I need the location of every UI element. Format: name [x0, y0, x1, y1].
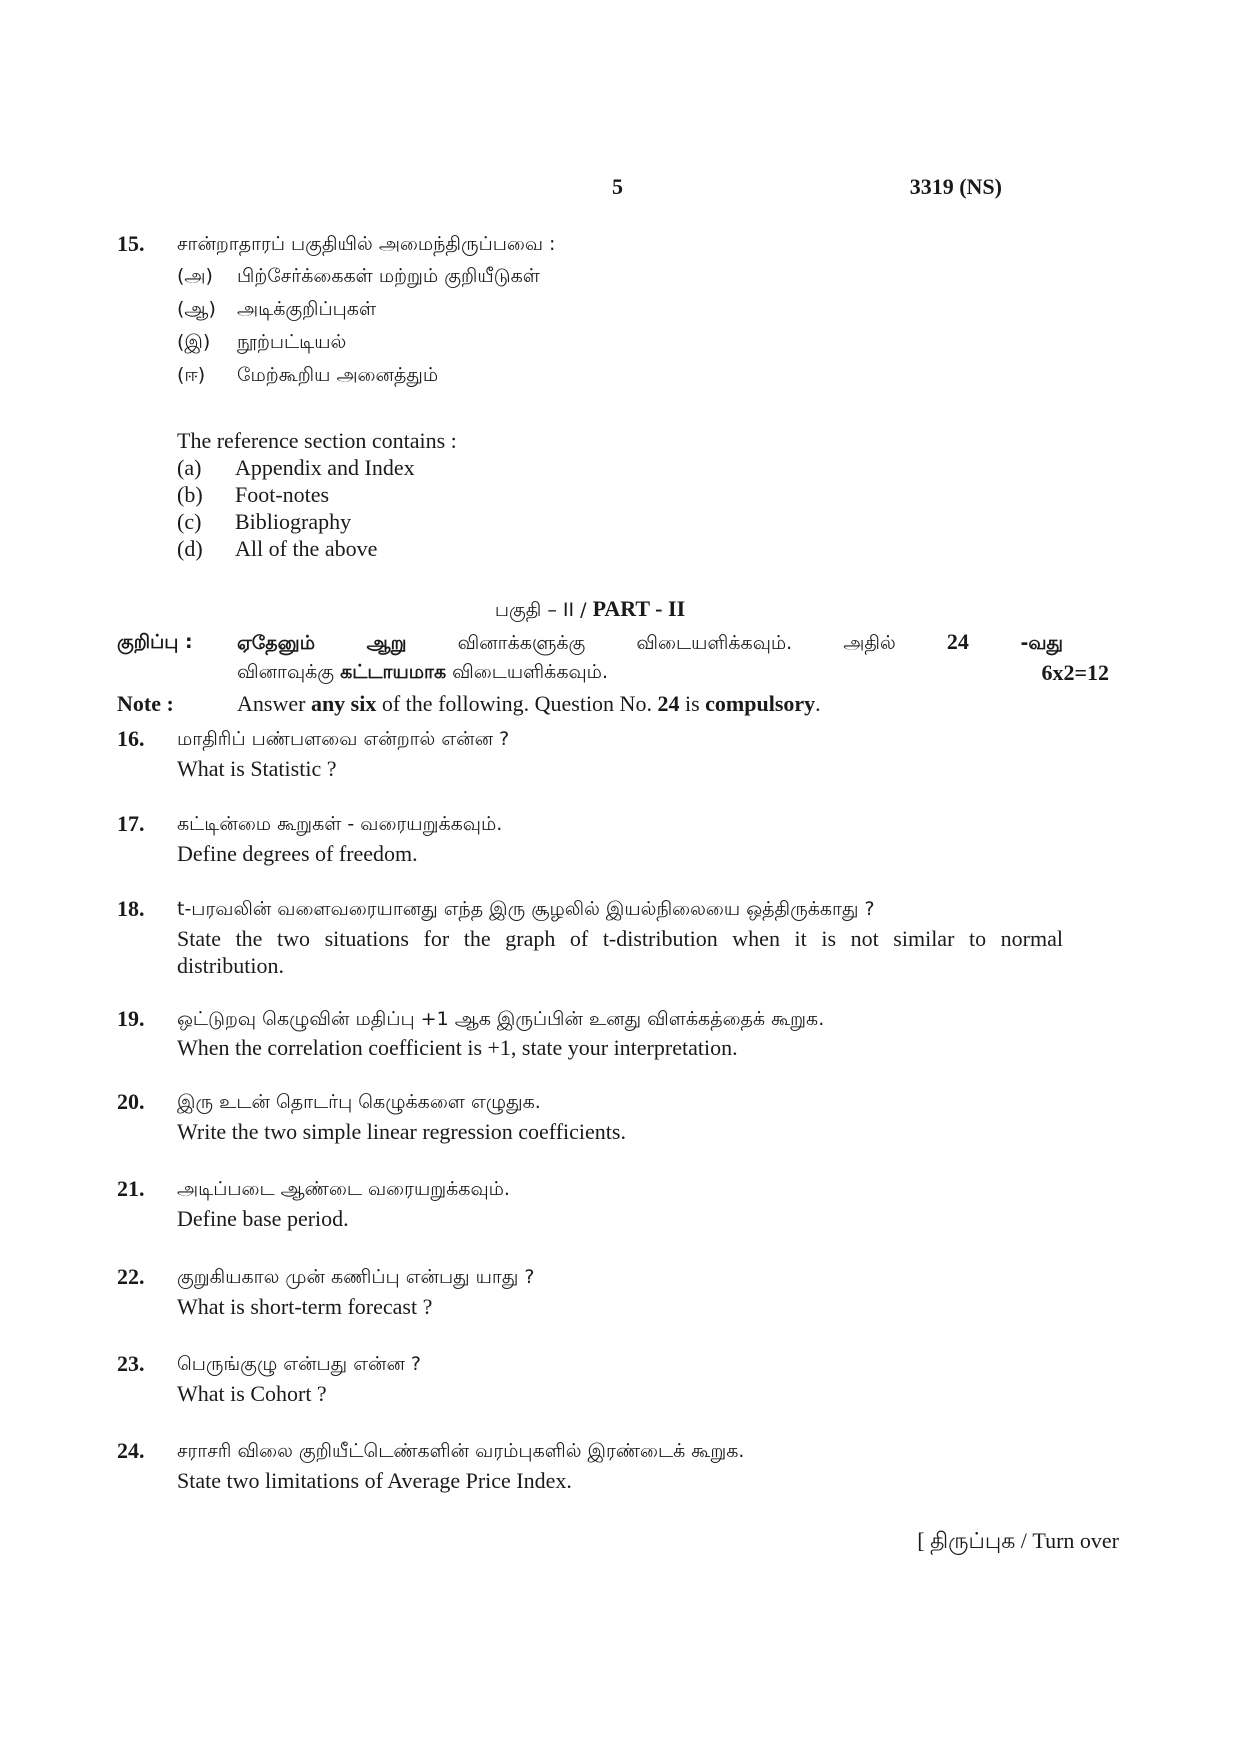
note-emphasis: any six	[310, 691, 377, 716]
question-tamil: சான்றாதாரப் பகுதியில் அமைந்திருப்பவை :	[177, 233, 556, 255]
question-english: Define degrees of freedom.	[177, 841, 418, 866]
option-label: (b)	[177, 482, 203, 507]
note-text: is	[679, 691, 706, 716]
option-text: மேற்கூறிய அனைத்தும்	[237, 364, 439, 386]
note-text: வினாவுக்கு	[237, 661, 341, 683]
part-heading-tamil: பகுதி – II /	[494, 599, 593, 621]
question-number: 16.	[117, 726, 145, 751]
question-english: What is short-term forecast ?	[177, 1294, 433, 1319]
english-option	[177, 454, 415, 482]
part-heading	[0, 595, 1180, 624]
question-number: 21.	[117, 1176, 145, 1201]
question-english: When the correlation coefficient is +1, state your interpretation.	[177, 1035, 738, 1060]
question-tamil: குறுகியகால முன் கணிப்பு என்பது யாது ?	[177, 1266, 535, 1288]
option-label: (அ)	[177, 265, 213, 287]
note-question-number: 24	[946, 629, 969, 654]
note-tamil-label: குறிப்பு :	[117, 631, 193, 653]
turn-over: [ திருப்புக / Turn over	[917, 1528, 1119, 1553]
option-label: (d)	[177, 536, 203, 561]
question-english: The reference section contains :	[177, 428, 457, 453]
note-english-label: Note :	[117, 691, 174, 716]
tamil-option	[177, 361, 438, 389]
marks-allocation: 6x2=12	[1041, 660, 1109, 685]
question-number: 24.	[117, 1438, 145, 1463]
option-label: (a)	[177, 455, 202, 480]
note-emphasis: ஏதேனும் ஆறு	[237, 632, 407, 654]
question-tamil: t-பரவலின் வளைவரையானது எந்த இரு சூழலில் இயல்நிலையை ஒத்திருக்காது ?	[177, 898, 875, 920]
note-text: .	[815, 691, 821, 716]
note-text: -வது	[968, 632, 1063, 654]
note-tamil-line2	[237, 658, 608, 686]
question-tamil: கட்டின்மை கூறுகள் - வரையறுக்கவும்.	[177, 813, 503, 835]
option-text: அடிக்குறிப்புகள்	[237, 298, 377, 320]
page-number: 5	[612, 174, 623, 199]
note-question-number: 24	[657, 691, 680, 716]
question-tamil: சராசரி விலை குறியீட்டெண்களின் வரம்புகளில் இரண்டைக் கூறுக.	[177, 1440, 745, 1462]
question-tamil: பெருங்குழு என்பது என்ன ?	[177, 1353, 421, 1375]
part-heading-english: PART - II	[592, 596, 686, 621]
option-text: Appendix and Index	[235, 455, 415, 480]
note-text: விடையளிக்கவும்.	[446, 661, 608, 683]
option-text: Bibliography	[235, 509, 352, 534]
english-option	[177, 508, 351, 536]
option-label: (ஆ)	[177, 298, 216, 320]
question-english: State two limitations of Average Price Index.	[177, 1468, 572, 1493]
note-text: of the following. Question No.	[376, 691, 658, 716]
option-text: All of the above	[235, 536, 378, 561]
tamil-option	[177, 295, 376, 323]
option-text: நூற்பட்டியல்	[237, 331, 347, 353]
question-tamil: இரு உடன் தொடர்பு கெழுக்களை எழுதுக.	[177, 1091, 541, 1113]
option-label: (இ)	[177, 331, 211, 353]
option-label: (ஈ)	[177, 364, 206, 386]
question-number: 23.	[117, 1351, 145, 1376]
question-english: Write the two simple linear regression coefficients.	[177, 1119, 626, 1144]
note-emphasis: compulsory	[705, 691, 816, 716]
question-number: 17.	[117, 811, 145, 836]
note-tamil-line1	[237, 628, 1063, 657]
question-number: 15.	[117, 231, 145, 256]
question-tamil: மாதிரிப் பண்பளவை என்றால் என்ன ?	[177, 728, 510, 750]
english-option	[177, 481, 329, 509]
option-label: (c)	[177, 509, 202, 534]
note-text: Answer	[237, 691, 311, 716]
question-english: Define base period.	[177, 1206, 349, 1231]
question-english: What is Cohort ?	[177, 1381, 327, 1406]
question-tamil: ஒட்டுறவு கெழுவின் மதிப்பு +1 ஆக இருப்பின் உனது விளக்கத்தைக் கூறுக.	[177, 1008, 825, 1030]
question-english-continued: distribution.	[177, 953, 284, 978]
note-text: வினாக்களுக்கு விடையளிக்கவும். அதில்	[406, 632, 947, 654]
question-number: 19.	[117, 1006, 145, 1031]
question-tamil: அடிப்படை ஆண்டை வரையறுக்கவும்.	[177, 1178, 510, 1200]
tamil-option	[177, 262, 540, 290]
question-english: What is Statistic ?	[177, 756, 337, 781]
question-number: 22.	[117, 1264, 145, 1289]
note-emphasis: கட்டாயமாக	[340, 661, 447, 683]
paper-code: 3319 (NS)	[909, 174, 1002, 199]
tamil-option	[177, 328, 346, 356]
option-text: பிற்சேர்க்கைகள் மற்றும் குறியீடுகள்	[237, 265, 540, 287]
english-option	[177, 535, 377, 563]
question-number: 20.	[117, 1089, 145, 1114]
question-english: State the two situations for the graph of t-distribution when it is not similar to normal	[177, 926, 1063, 951]
option-text: Foot-notes	[235, 482, 330, 507]
question-number: 18.	[117, 896, 145, 921]
note-english-text	[237, 690, 821, 718]
